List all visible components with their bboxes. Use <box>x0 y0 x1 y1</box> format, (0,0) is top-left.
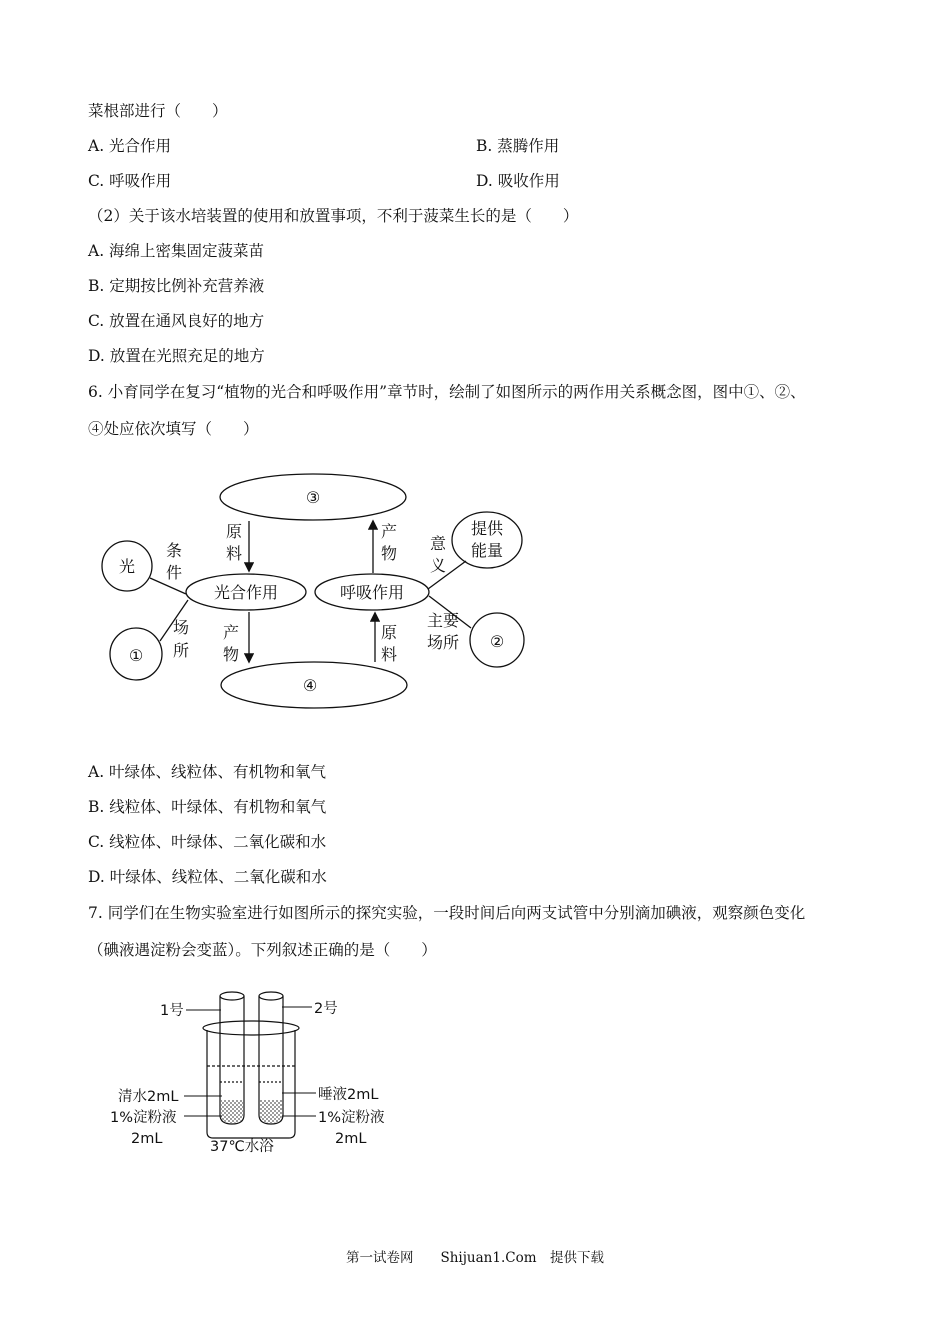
product-label-left-1: 产 <box>222 623 240 642</box>
option-b: B. 蒸腾作用 <box>476 137 560 155</box>
place-label-2: 所 <box>172 641 190 660</box>
option-a: A. 叶绿体、线粒体、有机物和氧气 <box>88 763 327 781</box>
option-b: B. 线粒体、叶绿体、有机物和氧气 <box>88 798 327 816</box>
option-a: A. 光合作用 <box>88 137 172 155</box>
concept-map-diagram <box>90 465 540 725</box>
water-bath-label: 37℃水浴 <box>210 1139 274 1155</box>
main-site-label-1: 主要 <box>426 611 460 630</box>
site2-label: ② <box>489 632 505 651</box>
condition-label-2: 件 <box>165 563 183 582</box>
energy-label-line1: 提供 <box>470 519 504 538</box>
light-label: 光 <box>118 557 136 576</box>
meaning-label-1: 意 <box>429 534 447 553</box>
question-6-stem-line2: ④处应依次填写（ ） <box>88 420 259 438</box>
beaker-rim <box>203 1021 299 1035</box>
energy-label-line2: 能量 <box>470 541 504 560</box>
starch-right-label: 1%淀粉液 <box>318 1110 385 1126</box>
site1-label: ① <box>128 646 144 665</box>
option-d: D. 放置在光照充足的地方 <box>88 347 265 365</box>
photosynthesis-label: 光合作用 <box>213 583 279 602</box>
product-label-left-2: 物 <box>222 645 240 664</box>
question-5-1-stem-end: 菜根部进行（ ） <box>88 102 228 120</box>
page-footer: 第一试卷网 Shijuan1.Com 提供下载 <box>345 1250 605 1266</box>
option-c: C. 呼吸作用 <box>88 172 172 190</box>
option-d: D. 吸收作用 <box>476 172 560 190</box>
raw-label-left-2: 料 <box>225 544 243 563</box>
saliva-label: 唾液2mL <box>318 1087 379 1103</box>
option-a: A. 海绵上密集固定菠菜苗 <box>88 242 265 260</box>
meaning-label-2: 义 <box>429 556 447 575</box>
tube-1-label: 1号 <box>160 1003 184 1019</box>
place-label-1: 场 <box>172 618 190 637</box>
water-label: 清水2mL <box>118 1089 179 1105</box>
tube-2-label: 2号 <box>314 1001 338 1017</box>
option-c: C. 放置在通风良好的地方 <box>88 312 265 330</box>
test-tube-experiment-diagram <box>100 980 400 1160</box>
tube-1-starch-liquid <box>221 1100 243 1123</box>
option-b: B. 定期按比例补充营养液 <box>88 277 265 295</box>
raw-label-right-2: 料 <box>380 645 398 664</box>
question-5-2-stem: （2）关于该水培装置的使用和放置事项，不利于菠菜生长的是（ ） <box>88 207 579 225</box>
bottom-node-label: ④ <box>302 676 318 695</box>
ml-left-label: 2mL <box>131 1131 163 1147</box>
main-site-label-2: 场所 <box>426 633 460 652</box>
raw-label-left-1: 原 <box>225 522 243 541</box>
question-7-stem-line2: （碘液遇淀粉会变蓝）。下列叙述正确的是（ ） <box>88 941 437 959</box>
question-6-stem-line1: 6. 小育同学在复习“植物的光合和呼吸作用”章节时，绘制了如图所示的两作用关系概念图，图中①、②、 <box>88 383 806 401</box>
tube-2-starch-liquid <box>260 1100 282 1123</box>
option-d: D. 叶绿体、线粒体、二氧化碳和水 <box>88 868 327 886</box>
top-node-label: ③ <box>305 488 321 507</box>
respiration-label: 呼吸作用 <box>339 583 405 602</box>
product-label-right-1: 产 <box>380 522 398 541</box>
starch-left-label: 1%淀粉液 <box>110 1110 177 1126</box>
question-7-stem-line1: 7. 同学们在生物实验室进行如图所示的探究实验，一段时间后向两支试管中分别滴加碘液，观察颜色变化 <box>88 904 806 922</box>
ml-right-label: 2mL <box>335 1131 367 1147</box>
option-c: C. 线粒体、叶绿体、二氧化碳和水 <box>88 833 327 851</box>
product-label-right-2: 物 <box>380 544 398 563</box>
raw-label-right-1: 原 <box>380 623 398 642</box>
condition-label-1: 条 <box>165 541 183 560</box>
